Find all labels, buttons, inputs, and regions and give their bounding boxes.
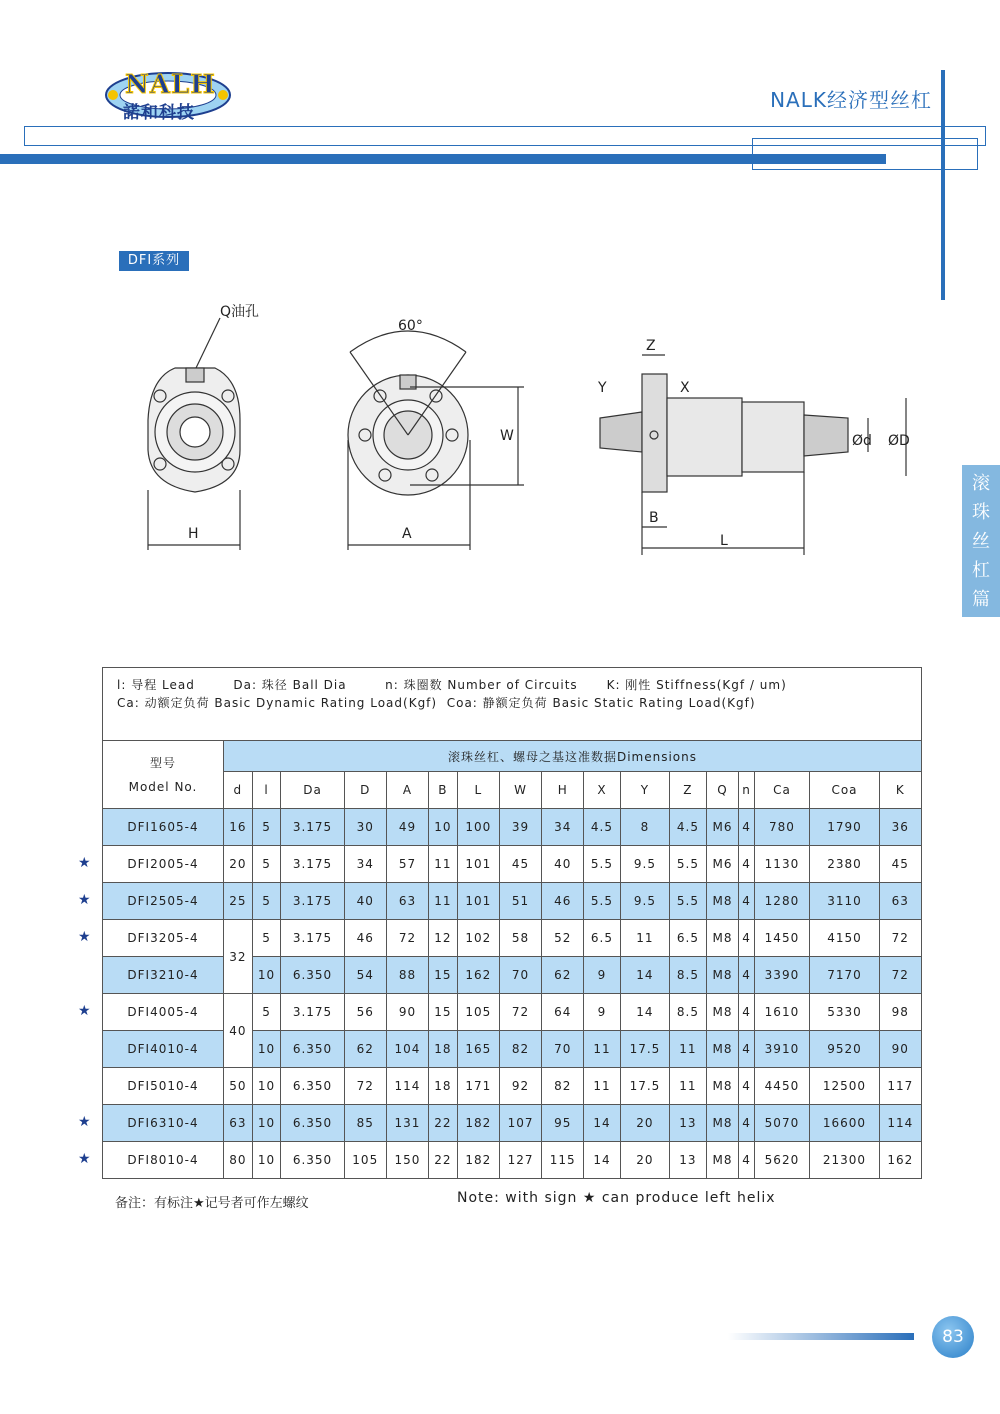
left-helix-star-icon: ★	[78, 1151, 91, 1167]
cell-q: M8	[706, 1105, 739, 1142]
cell-coa: 7170	[810, 957, 879, 994]
cell-a: 131	[386, 1105, 428, 1142]
cell-b: 15	[429, 994, 458, 1031]
cell-d: 40	[224, 994, 253, 1068]
cell-y: 17.5	[620, 1031, 670, 1068]
cell-z: 13	[670, 1105, 706, 1142]
column-header: X	[584, 772, 620, 809]
cell-l: 10	[252, 957, 281, 994]
model-cell: DFI2505-4	[103, 883, 224, 920]
left-helix-star-icon: ★	[78, 855, 91, 871]
cell-k: 98	[879, 994, 921, 1031]
cell-coa: 12500	[810, 1068, 879, 1105]
cell-h: 34	[542, 809, 584, 846]
table-row	[103, 1105, 922, 1142]
cell-w: 127	[499, 1142, 541, 1179]
cell-b: 22	[429, 1142, 458, 1179]
side-tab-char: 杠	[972, 560, 990, 581]
cell-y: 20	[620, 1142, 670, 1179]
legend-line-2: Ca: 动额定负荷 Basic Dynamic Rating Load(Kgf) Coa: 静额定负荷 Basic Static Rating Load(Kgf)	[117, 696, 756, 710]
side-view	[600, 355, 906, 555]
column-header: l	[252, 772, 281, 809]
cell-l: 102	[457, 920, 499, 957]
spec-table	[102, 667, 922, 1179]
cell-z: 11	[670, 1068, 706, 1105]
cell-l: 5	[252, 883, 281, 920]
cell-ca: 1280	[754, 883, 810, 920]
column-header: n	[739, 772, 754, 809]
model-cell: DFI3210-4	[103, 957, 224, 994]
cell-z: 8.5	[670, 994, 706, 1031]
cell-a: 90	[386, 994, 428, 1031]
cell-n: 4	[739, 1105, 754, 1142]
side-tab-char: 滚	[972, 473, 990, 494]
cell-q: M6	[706, 846, 739, 883]
cell-q: M8	[706, 1142, 739, 1179]
cell-n: 4	[739, 957, 754, 994]
model-header	[103, 741, 224, 809]
cell-q: M8	[706, 920, 739, 957]
table-row	[103, 994, 922, 1031]
cell-l: 182	[457, 1105, 499, 1142]
cell-x: 14	[584, 1142, 620, 1179]
cell-l: 100	[457, 809, 499, 846]
header-vertical-bar	[941, 70, 945, 300]
cell-k: 36	[879, 809, 921, 846]
cell-d: 80	[224, 1142, 253, 1179]
cell-h: 46	[542, 883, 584, 920]
left-helix-star-icon: ★	[78, 892, 91, 908]
cell-x: 11	[584, 1031, 620, 1068]
cell-l: 171	[457, 1068, 499, 1105]
cell-w: 82	[499, 1031, 541, 1068]
cell-h: 95	[542, 1105, 584, 1142]
cell-b: 18	[429, 1031, 458, 1068]
cell-coa: 4150	[810, 920, 879, 957]
cell-l: 5	[252, 920, 281, 957]
cell-l: 162	[457, 957, 499, 994]
cell-l: 101	[457, 883, 499, 920]
cell-ca: 1130	[754, 846, 810, 883]
left-helix-star-icon: ★	[78, 929, 91, 945]
model-cell: DFI5010-4	[103, 1068, 224, 1105]
column-header: W	[499, 772, 541, 809]
table-body	[103, 809, 922, 1179]
cell-l: 182	[457, 1142, 499, 1179]
column-header: Z	[670, 772, 706, 809]
cell-da: 6.350	[281, 957, 344, 994]
cell-w: 92	[499, 1068, 541, 1105]
cell-w: 70	[499, 957, 541, 994]
cell-a: 63	[386, 883, 428, 920]
cell-w: 39	[499, 809, 541, 846]
cell-n: 4	[739, 1068, 754, 1105]
page-number: 83	[932, 1316, 974, 1358]
label-z: Z	[646, 338, 656, 354]
table-row	[103, 883, 922, 920]
cell-y: 9.5	[620, 883, 670, 920]
cell-h: 70	[542, 1031, 584, 1068]
cell-d: 63	[224, 1105, 253, 1142]
cell-n: 4	[739, 1142, 754, 1179]
legend-line-1: l: 导程 Lead Da: 珠径 Ball Dia n: 珠圈数 Number of Circuits K: 刚性 Stiffness(Kgf / um)	[117, 678, 787, 692]
model-cell: DFI2005-4	[103, 846, 224, 883]
cell-a: 114	[386, 1068, 428, 1105]
cell-ca: 3390	[754, 957, 810, 994]
column-header-row	[103, 772, 922, 809]
table-row	[103, 846, 922, 883]
cell-d: 85	[344, 1105, 386, 1142]
cell-da: 3.175	[281, 920, 344, 957]
cell-x: 5.5	[584, 883, 620, 920]
cell-d: 32	[224, 920, 253, 994]
cell-h: 82	[542, 1068, 584, 1105]
front-view-a	[348, 331, 524, 550]
cell-l: 10	[252, 1142, 281, 1179]
cell-l: 5	[252, 846, 281, 883]
cell-y: 8	[620, 809, 670, 846]
cell-y: 11	[620, 920, 670, 957]
logo-text-top: NALH	[125, 70, 216, 100]
cell-coa: 9520	[810, 1031, 879, 1068]
cell-b: 15	[429, 957, 458, 994]
cell-n: 4	[739, 846, 754, 883]
cell-a: 150	[386, 1142, 428, 1179]
cell-y: 14	[620, 994, 670, 1031]
cell-d: 62	[344, 1031, 386, 1068]
cell-da: 6.350	[281, 1105, 344, 1142]
cell-d: 20	[224, 846, 253, 883]
model-cell: DFI1605-4	[103, 809, 224, 846]
label-l: L	[720, 533, 728, 549]
cell-a: 49	[386, 809, 428, 846]
dims-title: 滚珠丝杠、螺母之基这准数据Dimensions	[224, 741, 922, 772]
cell-k: 45	[879, 846, 921, 883]
cell-k: 63	[879, 883, 921, 920]
cell-q: M6	[706, 809, 739, 846]
cell-k: 162	[879, 1142, 921, 1179]
cell-w: 107	[499, 1105, 541, 1142]
cell-coa: 16600	[810, 1105, 879, 1142]
cell-n: 4	[739, 1031, 754, 1068]
label-b: B	[649, 510, 659, 526]
cell-z: 6.5	[670, 920, 706, 957]
cell-l: 5	[252, 994, 281, 1031]
cell-l: 10	[252, 1031, 281, 1068]
cell-x: 9	[584, 957, 620, 994]
cell-q: M8	[706, 994, 739, 1031]
cell-b: 22	[429, 1105, 458, 1142]
cell-h: 40	[542, 846, 584, 883]
cell-l: 105	[457, 994, 499, 1031]
cell-n: 4	[739, 883, 754, 920]
cell-q: M8	[706, 1068, 739, 1105]
side-tab-char: 篇	[972, 589, 990, 610]
cell-n: 4	[739, 809, 754, 846]
cell-ca: 1610	[754, 994, 810, 1031]
cell-y: 14	[620, 957, 670, 994]
cell-q: M8	[706, 957, 739, 994]
label-angle: 60°	[398, 318, 423, 334]
cell-h: 64	[542, 994, 584, 1031]
cell-ca: 1450	[754, 920, 810, 957]
cell-q: M8	[706, 1031, 739, 1068]
cell-l: 5	[252, 809, 281, 846]
cell-coa: 5330	[810, 994, 879, 1031]
cell-l: 101	[457, 846, 499, 883]
cell-b: 10	[429, 809, 458, 846]
cell-coa: 21300	[810, 1142, 879, 1179]
cell-d: 25	[224, 883, 253, 920]
model-cell: DFI4010-4	[103, 1031, 224, 1068]
cell-d: 16	[224, 809, 253, 846]
column-header: A	[386, 772, 428, 809]
cell-z: 8.5	[670, 957, 706, 994]
cell-d: 30	[344, 809, 386, 846]
cell-a: 57	[386, 846, 428, 883]
cell-x: 5.5	[584, 846, 620, 883]
column-header: Ca	[754, 772, 810, 809]
cell-x: 4.5	[584, 809, 620, 846]
column-header: K	[879, 772, 921, 809]
cell-w: 58	[499, 920, 541, 957]
column-header: H	[542, 772, 584, 809]
cell-coa: 3110	[810, 883, 879, 920]
cell-da: 3.175	[281, 846, 344, 883]
cell-da: 6.350	[281, 1031, 344, 1068]
cell-ca: 5620	[754, 1142, 810, 1179]
page-title: NALK经济型丝杠	[770, 88, 932, 112]
cell-da: 6.350	[281, 1142, 344, 1179]
cell-x: 14	[584, 1105, 620, 1142]
column-header: D	[344, 772, 386, 809]
company-logo	[103, 70, 233, 123]
cell-x: 11	[584, 1068, 620, 1105]
table-row	[103, 920, 922, 957]
cell-l: 10	[252, 1105, 281, 1142]
side-tab-char: 丝	[972, 531, 990, 552]
model-cell: DFI4005-4	[103, 994, 224, 1031]
cell-da: 6.350	[281, 1068, 344, 1105]
cell-da: 3.175	[281, 809, 344, 846]
cell-w: 45	[499, 846, 541, 883]
cell-k: 117	[879, 1068, 921, 1105]
cell-ca: 4450	[754, 1068, 810, 1105]
header-right-frame	[752, 138, 978, 170]
cell-x: 9	[584, 994, 620, 1031]
legend-cell	[103, 668, 922, 741]
cell-b: 18	[429, 1068, 458, 1105]
cell-k: 72	[879, 957, 921, 994]
cell-z: 4.5	[670, 809, 706, 846]
label-big-d: ØD	[888, 433, 910, 449]
cell-h: 52	[542, 920, 584, 957]
cell-k: 90	[879, 1031, 921, 1068]
cell-d: 72	[344, 1068, 386, 1105]
section-side-tab	[962, 465, 1000, 617]
cell-q: M8	[706, 883, 739, 920]
column-header: Da	[281, 772, 344, 809]
cell-h: 62	[542, 957, 584, 994]
cell-z: 13	[670, 1142, 706, 1179]
table-row	[103, 1068, 922, 1105]
label-h: H	[188, 526, 199, 542]
cell-coa: 1790	[810, 809, 879, 846]
left-helix-star-icon: ★	[78, 1114, 91, 1130]
technical-drawing	[0, 290, 940, 570]
model-cell: DFI6310-4	[103, 1105, 224, 1142]
note-english: Note: with sign ★ can produce left helix	[457, 1190, 776, 1206]
column-header: L	[457, 772, 499, 809]
cell-z: 11	[670, 1031, 706, 1068]
cell-z: 5.5	[670, 883, 706, 920]
cell-b: 11	[429, 846, 458, 883]
cell-d: 54	[344, 957, 386, 994]
table-row	[103, 809, 922, 846]
cell-x: 6.5	[584, 920, 620, 957]
cell-n: 4	[739, 994, 754, 1031]
cell-ca: 5070	[754, 1105, 810, 1142]
cell-d: 34	[344, 846, 386, 883]
table-row	[103, 1142, 922, 1179]
cell-d: 105	[344, 1142, 386, 1179]
cell-da: 3.175	[281, 994, 344, 1031]
label-a: A	[402, 526, 412, 542]
cell-d: 46	[344, 920, 386, 957]
cell-b: 11	[429, 883, 458, 920]
cell-coa: 2380	[810, 846, 879, 883]
logo-text-bottom: 諾和科技	[123, 103, 195, 123]
cell-a: 104	[386, 1031, 428, 1068]
series-tag: DFI系列	[119, 251, 189, 271]
cell-d: 56	[344, 994, 386, 1031]
model-header-en: Model No.	[128, 779, 198, 794]
cell-a: 72	[386, 920, 428, 957]
cell-y: 17.5	[620, 1068, 670, 1105]
cell-a: 88	[386, 957, 428, 994]
column-header: Q	[706, 772, 739, 809]
column-header: B	[429, 772, 458, 809]
cell-d: 50	[224, 1068, 253, 1105]
column-header: Coa	[810, 772, 879, 809]
cell-ca: 780	[754, 809, 810, 846]
cell-z: 5.5	[670, 846, 706, 883]
label-q-hole: Q油孔	[220, 304, 260, 320]
column-header: d	[224, 772, 253, 809]
cell-y: 20	[620, 1105, 670, 1142]
cell-da: 3.175	[281, 883, 344, 920]
label-x: X	[680, 380, 690, 396]
cell-n: 4	[739, 920, 754, 957]
cell-l: 10	[252, 1068, 281, 1105]
cell-k: 72	[879, 920, 921, 957]
label-y: Y	[598, 380, 607, 396]
cell-y: 9.5	[620, 846, 670, 883]
column-header: Y	[620, 772, 670, 809]
label-w: W	[500, 428, 514, 444]
cell-d: 40	[344, 883, 386, 920]
left-helix-star-icon: ★	[78, 1003, 91, 1019]
front-view-h	[148, 318, 240, 550]
note-chinese: 备注：有标注★记号者可作左螺纹	[115, 1196, 309, 1211]
footer-gradient-bar	[728, 1333, 914, 1340]
cell-w: 72	[499, 994, 541, 1031]
side-tab-char: 珠	[972, 502, 990, 523]
cell-w: 51	[499, 883, 541, 920]
cell-ca: 3910	[754, 1031, 810, 1068]
cell-k: 114	[879, 1105, 921, 1142]
cell-b: 12	[429, 920, 458, 957]
model-header-cn: 型号	[149, 755, 176, 770]
label-d: Ød	[852, 433, 872, 449]
model-cell: DFI8010-4	[103, 1142, 224, 1179]
cell-h: 115	[542, 1142, 584, 1179]
model-cell: DFI3205-4	[103, 920, 224, 957]
cell-l: 165	[457, 1031, 499, 1068]
